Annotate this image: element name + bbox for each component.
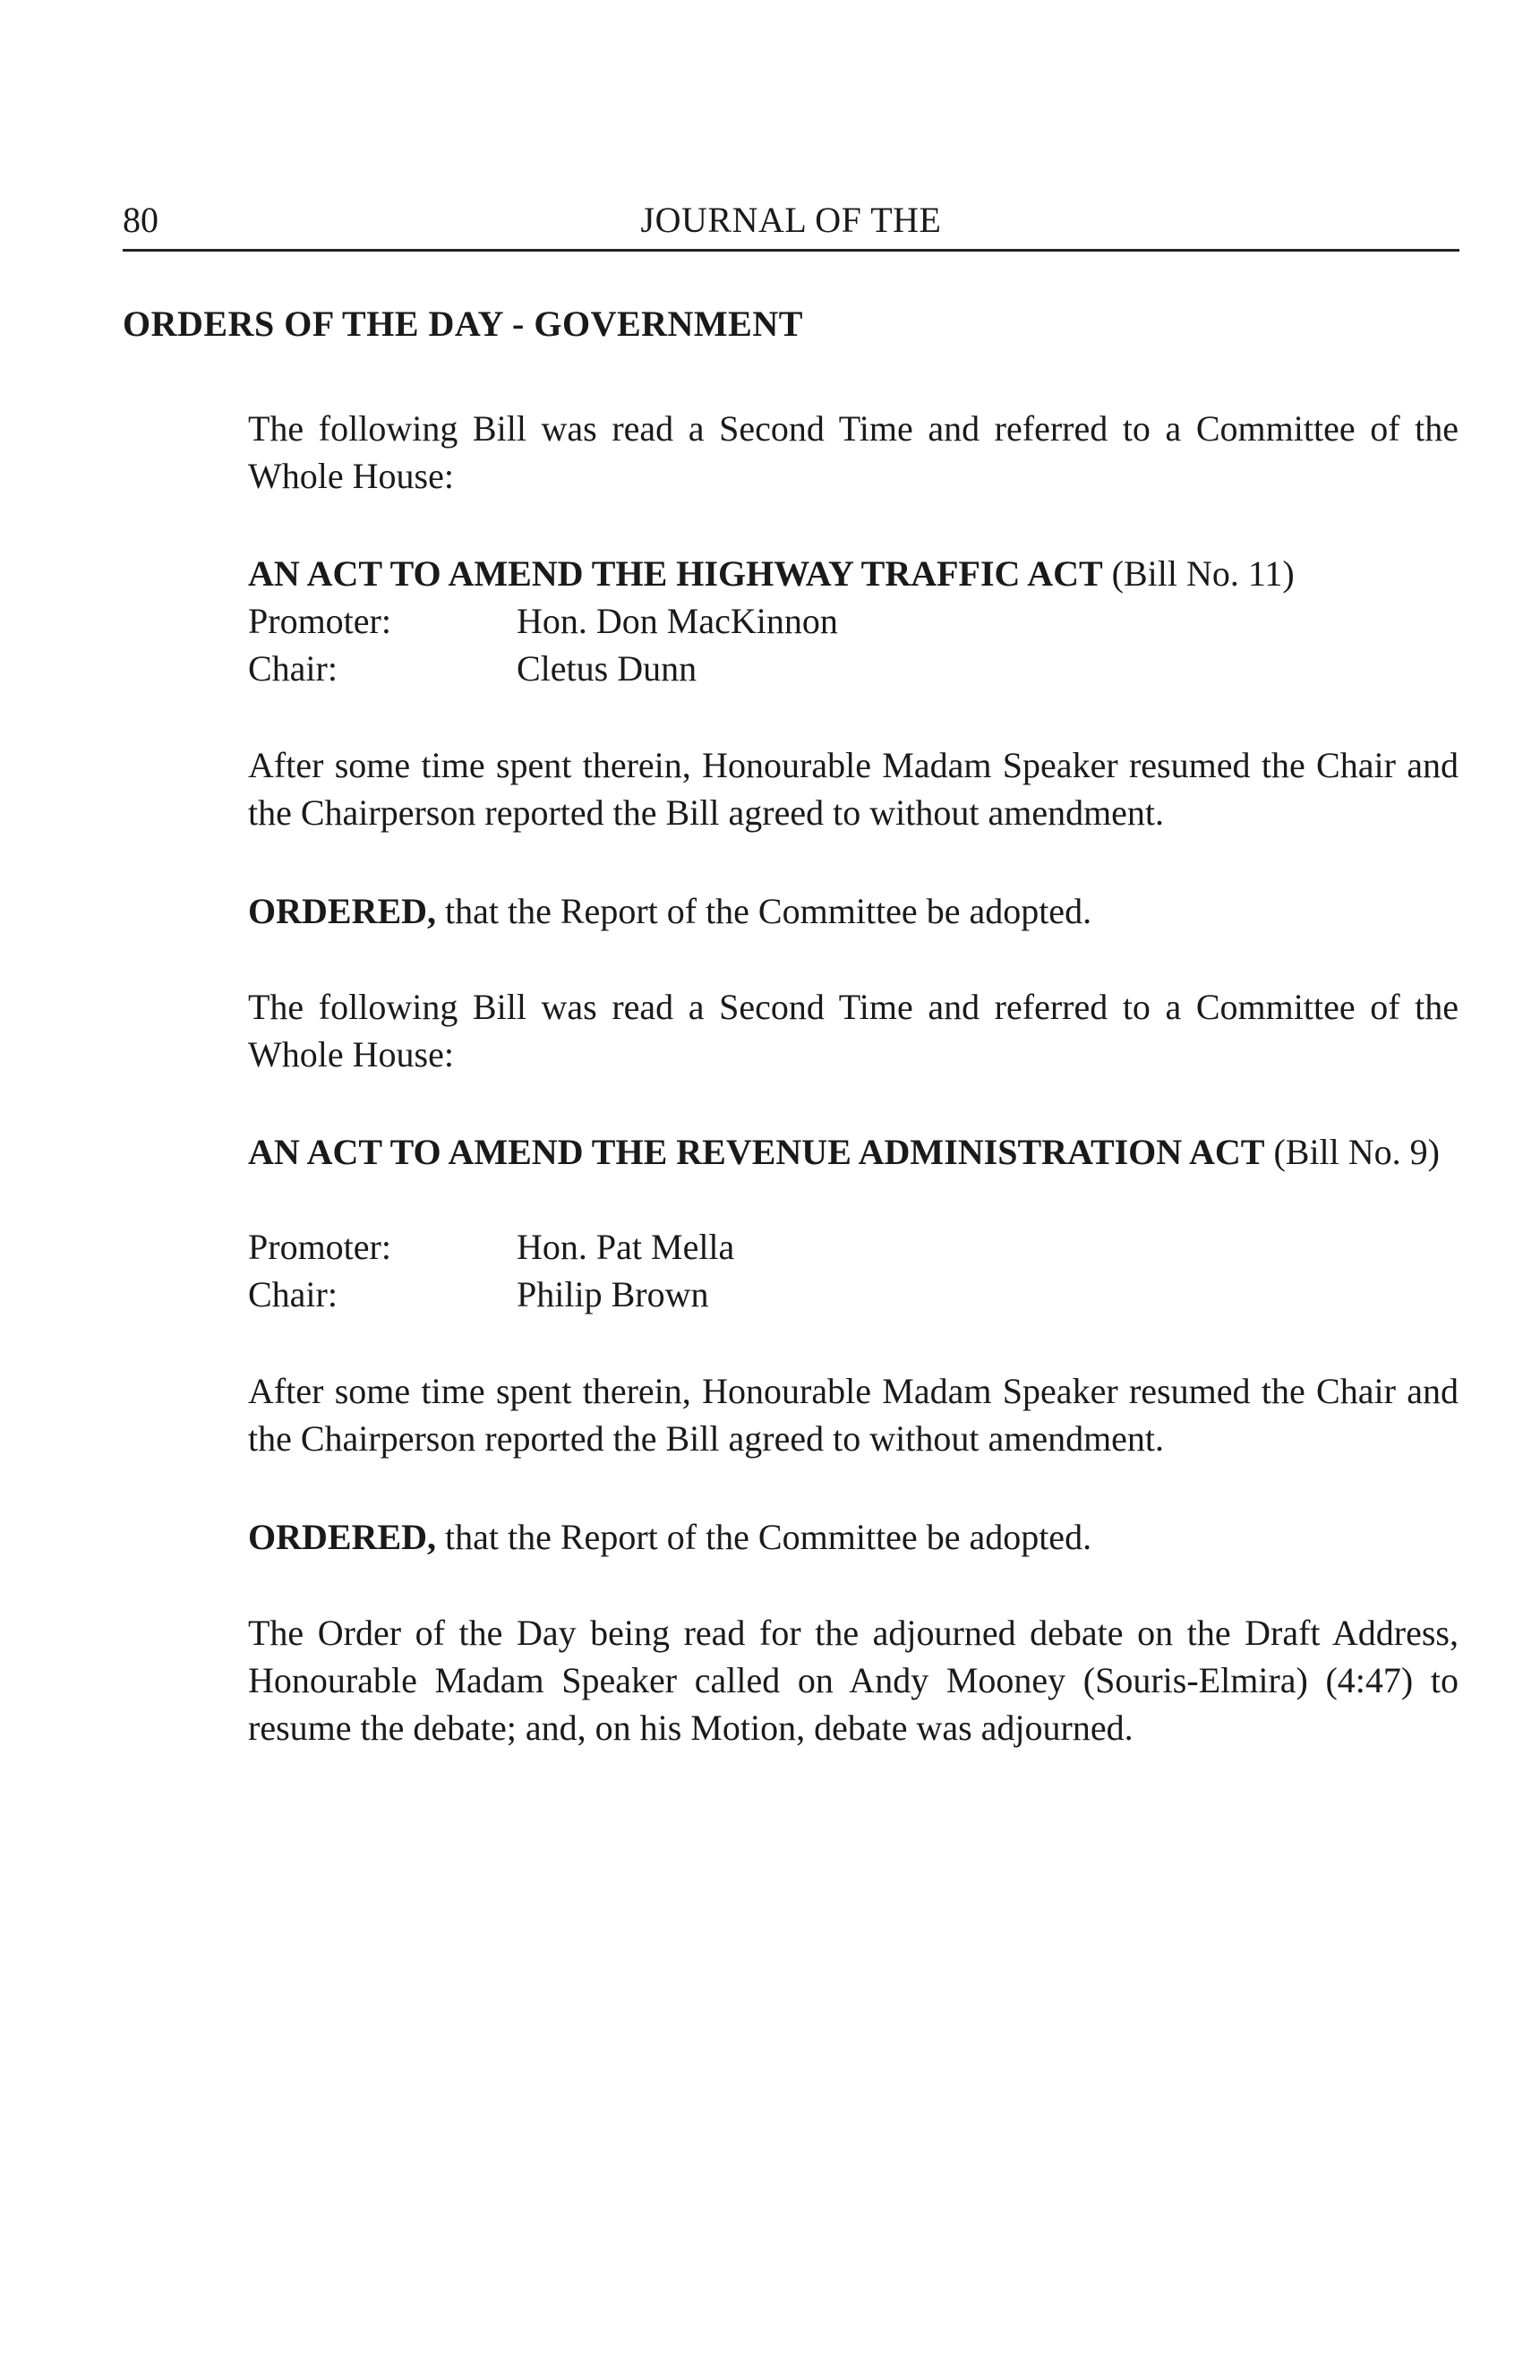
- ordered-label: ORDERED,: [248, 1517, 437, 1557]
- section-heading: ORDERS OF THE DAY - GOVERNMENT: [123, 304, 803, 344]
- running-head: JOURNAL OF THE: [640, 200, 942, 240]
- promoter-name: Hon. Pat Mella: [517, 1227, 735, 1267]
- bill-2-details: [248, 1223, 1459, 1318]
- page-number: 80: [123, 200, 158, 240]
- bill-2-title-line: [248, 1128, 1459, 1176]
- chair-label: Chair:: [248, 1274, 338, 1314]
- bill-2-title: AN ACT TO AMEND THE REVENUE ADMINISTRATION ACT: [248, 1132, 1265, 1172]
- bill-1-number: (Bill No. 11): [1111, 553, 1295, 594]
- bill-1-ordered: [248, 887, 1459, 935]
- page-header: [123, 199, 1459, 252]
- promoter-name: Hon. Don MacKinnon: [517, 601, 838, 641]
- bill-1-chair-row: [248, 645, 1459, 692]
- ordered-label: ORDERED,: [248, 891, 437, 931]
- bill-2-chair-row: [248, 1271, 1459, 1318]
- bill-2-number: (Bill No. 9): [1273, 1132, 1440, 1172]
- adjourned-debate-paragraph: The Order of the Day being read for the adjourned debate on the Draft Address, Honourable Madam Speaker called on Andy Mooney (Souris-Elmira) (4:47) to resume the debate; and, on his Motion, debate was adjourned.: [248, 1613, 1459, 1748]
- bill-2-ordered: [248, 1513, 1459, 1561]
- bill-1-details: [248, 597, 1459, 692]
- bill-2-intro: The following Bill was read a Second Time and referred to a Committee of the Whole House:: [248, 987, 1459, 1074]
- promoter-label: Promoter:: [248, 601, 391, 641]
- bill-2-promoter-row: [248, 1223, 1459, 1271]
- ordered-text: that the Report of the Committee be adopted.: [445, 891, 1092, 931]
- ordered-text: that the Report of the Committee be adopted.: [445, 1517, 1092, 1557]
- promoter-label: Promoter:: [248, 1227, 391, 1267]
- chair-name: Philip Brown: [517, 1274, 709, 1314]
- bill-1-title: AN ACT TO AMEND THE HIGHWAY TRAFFIC ACT: [248, 553, 1103, 594]
- bill-1-promoter-row: [248, 597, 1459, 645]
- bill-2-report: After some time spent therein, Honourable Madam Speaker resumed the Chair and the Chairperson reported the Bill agreed to without amendment.: [248, 1371, 1459, 1459]
- bill-1-intro: The following Bill was read a Second Time and referred to a Committee of the Whole House:: [248, 408, 1459, 496]
- bill-1-title-line: [248, 550, 1459, 597]
- bill-1-report: After some time spent therein, Honourable Madam Speaker resumed the Chair and the Chairperson reported the Bill agreed to without amendment.: [248, 745, 1459, 833]
- chair-name: Cletus Dunn: [517, 648, 697, 689]
- chair-label: Chair:: [248, 648, 338, 689]
